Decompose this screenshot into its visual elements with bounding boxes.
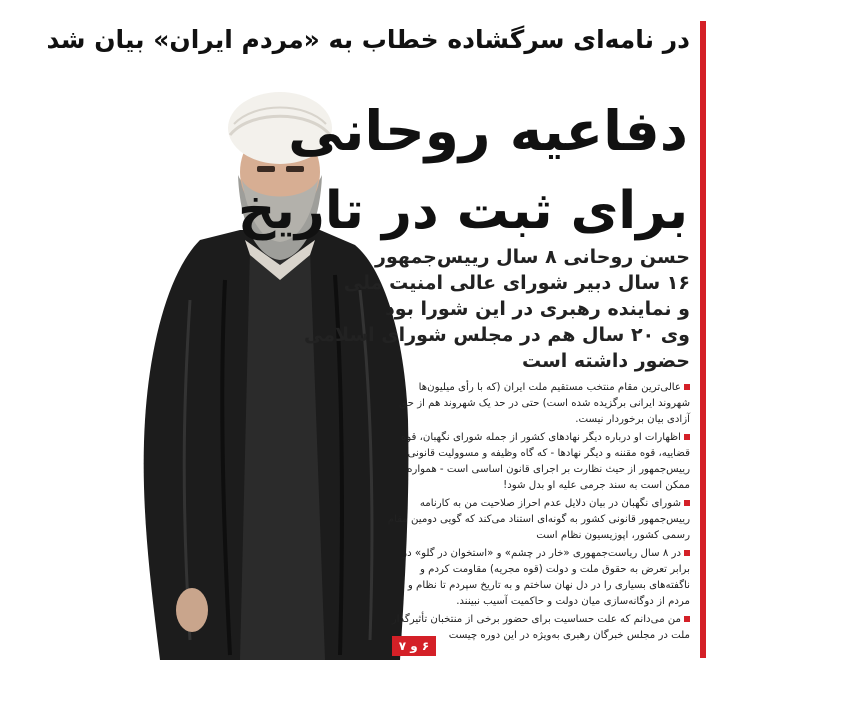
lead-line: و نماینده رهبری در این شورا بود: [385, 298, 690, 320]
bullet-list: [385, 380, 690, 646]
lead-line: حسن روحانی ۸ سال رییس‌جمهور: [375, 246, 690, 268]
page-reference-badge[interactable]: ۶ و ۷: [392, 636, 436, 656]
lead-line: وی ۲۰ سال هم در مجلس شورای اسلامی: [304, 324, 690, 346]
red-column-rule: [700, 21, 706, 658]
bullet-item: شورای نگهبان در بیان دلایل عدم احراز صلاحیت من به کارنامه رییس‌جمهور قانونی کشور به گونه‌ای استناد می‌کند که گویی دومین مقام رسمی کشور، اپوزیسیون نظام است: [387, 498, 690, 541]
bullet-item: من می‌دانم که علت حساسیت برای حضور برخی از منتخبان تأثیرگذار ملت در مجلس خبرگان رهبری به‌ویژه در این دوره چیست: [391, 614, 690, 641]
lead-line: حضور داشته است: [521, 350, 690, 372]
red-square-bullet-icon: [684, 434, 690, 440]
lead-line: ۱۶ سال دبیر شورای عالی امنیت ملی: [343, 272, 690, 294]
red-square-bullet-icon: [684, 616, 690, 622]
red-square-bullet-icon: [684, 550, 690, 556]
bullet-item: اظهارات او درباره دیگر نهادهای کشور از جمله شورای نگهبان، قوه قضاییه، قوه مقننه و دیگر نهادها - که گاه وظیفه و مسوولیت قانونی رییس‌جمهور از حیث نظارت بر اجرای قانون اساسی است - همواره ممکن است به سند جرمی علیه او بدل شود!: [400, 432, 690, 491]
kicker-headline: در نامه‌ای سرگشاده خطاب به «مردم ایران» بیان شد: [46, 25, 690, 54]
main-headline: [237, 86, 688, 256]
bullet-item: در ۸ سال ریاست‌جمهوری «خار در چشم» و «استخوان در گلو» در برابر تعرض به حقوق ملت و دولت (قوه مجریه) مقاومت کردم و ناگفته‌های بسیاری را در دل نهان ساختم و به تاریخ سپردم تا نظام و مردم از دوگانه‌سازی میان دولت و حاکمیت آسیب نبینند.: [402, 548, 690, 607]
headline-line-1: دفاعیه روحانی: [288, 99, 688, 163]
headline-line-2: برای ثبت در تاریخ: [237, 181, 688, 241]
red-square-bullet-icon: [684, 384, 690, 390]
bullet-item: عالی‌ترین مقام منتخب مستقیم ملت ایران (که با رأی میلیون‌ها شهروند ایرانی برگزیده شده است) حتی در حد یک شهروند هم از حق آزادی بیان برخوردار نیست.: [399, 382, 690, 425]
lead-paragraph: [304, 244, 690, 374]
red-square-bullet-icon: [684, 500, 690, 506]
